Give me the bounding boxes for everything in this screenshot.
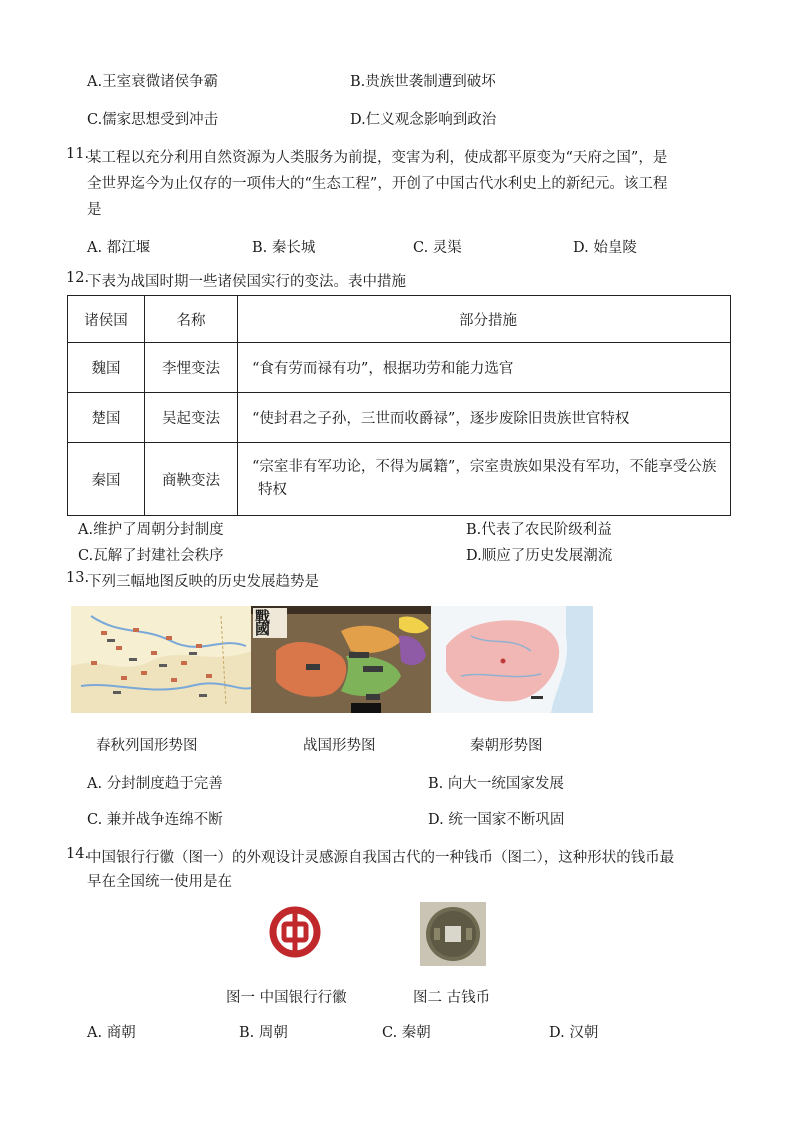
caption-qin-dynasty-map: 秦朝形势图	[470, 738, 543, 754]
q11-option-b: B. 秦长城	[252, 240, 316, 256]
q11-option-d: D. 始皇陵	[573, 240, 637, 256]
header-measures: 部分措施	[238, 296, 731, 343]
bank-of-china-logo-icon	[267, 904, 323, 960]
q14-option-b: B. 周朝	[239, 1025, 288, 1041]
q14-number: 14.	[66, 846, 90, 862]
table-row	[68, 343, 731, 393]
q14-option-a: A. 商朝	[87, 1025, 136, 1041]
q13-number: 13.	[66, 570, 90, 586]
q13-option-b: B. 向大一统国家发展	[428, 776, 564, 792]
cell-measures: “使封君之子孙，三世而收爵禄”，逐步废除旧贵族世官特权	[238, 393, 731, 443]
q12-option-a: A.维护了周朝分封制度	[78, 522, 224, 538]
q11-stem-line-3: 是	[87, 202, 102, 218]
spring-autumn-map	[71, 606, 251, 713]
q14-option-d: D. 汉朝	[549, 1025, 599, 1041]
qin-dynasty-map	[431, 606, 593, 713]
reform-table-header	[68, 296, 731, 343]
warring-states-map	[251, 606, 431, 713]
cell-state: 秦国	[68, 443, 145, 516]
q13-option-c: C. 兼并战争连绵不断	[87, 812, 223, 828]
q13-stem: 下列三幅地图反映的历史发展趋势是	[87, 574, 319, 590]
cell-state: 楚国	[68, 393, 145, 443]
q14-option-c: C. 秦朝	[382, 1025, 431, 1041]
cell-name: 商鞅变法	[145, 443, 238, 516]
q14-stem-line-2: 早在全国统一使用是在	[87, 874, 232, 890]
q13-option-d: D. 统一国家不断巩固	[428, 812, 565, 828]
q10-option-c: C.儒家思想受到冲击	[87, 112, 219, 128]
q11-number: 11.	[66, 146, 90, 162]
table-row	[68, 443, 731, 516]
q11-stem-line-1: 某工程以充分利用自然资源为人类服务为前提，变害为利，使成都平原变为“天府之国”，是	[87, 150, 668, 166]
q12-number: 12.	[66, 270, 90, 286]
q11-option-c: C. 灵渠	[413, 240, 462, 256]
q10-option-b: B.贵族世袭制遭到破坏	[350, 74, 496, 90]
cell-name: 吴起变法	[145, 393, 238, 443]
q12-option-c: C.瓦解了封建社会秩序	[78, 548, 224, 564]
q13-option-a: A. 分封制度趋于完善	[87, 776, 223, 792]
q10-option-d: D.仁义观念影响到政治	[350, 112, 497, 128]
caption-figure-two: 图二 古钱币	[413, 990, 491, 1006]
q10-option-a: A.王室衰微诸侯争霸	[87, 74, 219, 90]
q12-option-b: B.代表了农民阶级利益	[466, 522, 612, 538]
cell-state: 魏国	[68, 343, 145, 393]
caption-figure-one: 图一 中国银行行徽	[226, 990, 347, 1006]
header-name: 名称	[145, 296, 238, 343]
q14-stem-line-1: 中国银行行徽（图一）的外观设计灵感源自我国古代的一种钱币（图二），这种形状的钱币最	[87, 850, 675, 866]
cell-name: 李悝变法	[145, 343, 238, 393]
q12-stem: 下表为战国时期一些诸侯国实行的变法。表中措施	[87, 274, 406, 290]
caption-spring-autumn-map: 春秋列国形势图	[96, 738, 198, 754]
q11-stem-line-2: 全世界迄今为止仅存的一项伟大的“生态工程”，开创了中国古代水利史上的新纪元。该工程	[87, 176, 668, 192]
header-state: 诸侯国	[68, 296, 145, 343]
q11-option-a: A. 都江堰	[87, 240, 151, 256]
ancient-coin-icon	[420, 902, 486, 966]
q12-option-d: D.顺应了历史发展潮流	[466, 548, 613, 564]
reform-table	[67, 295, 731, 516]
cell-measures: “宗室非有军功论，不得为属籍”，宗室贵族如果没有军功，不能享受公族特权	[252, 459, 717, 498]
cell-measures: “食有劳而禄有功”，根据功劳和能力选官	[238, 343, 731, 393]
warring-states-map-label: 戰國	[255, 608, 271, 638]
caption-warring-states-map: 战国形势图	[303, 738, 376, 754]
table-row	[68, 393, 731, 443]
